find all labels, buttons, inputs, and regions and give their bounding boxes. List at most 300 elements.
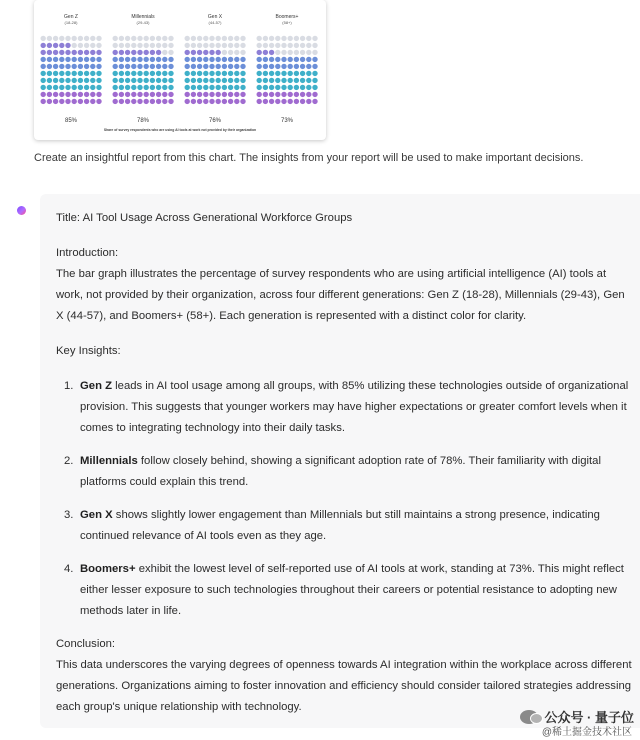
dot [240,92,245,97]
dot [263,71,268,76]
dot [294,57,299,62]
dot [281,99,286,104]
dot [119,50,124,55]
dot [156,36,161,41]
dot [144,92,149,97]
insight-group: Gen Z [80,380,113,392]
dot [203,57,208,62]
dot [150,92,155,97]
dot [131,64,136,69]
dot [72,99,77,104]
dot [185,64,190,69]
dot [203,71,208,76]
dot [312,78,317,83]
dot [257,78,262,83]
dot [209,50,214,55]
dot [53,36,58,41]
dot [191,50,196,55]
dot [281,71,286,76]
dot [257,71,262,76]
dot [263,36,268,41]
dot [59,85,64,90]
dot [216,99,221,104]
dot [41,99,46,104]
dot [84,92,89,97]
dot [288,50,293,55]
dot [263,99,268,104]
dot [168,36,173,41]
dot [47,43,52,48]
dot [144,71,149,76]
dot [72,85,77,90]
group-percentage: 85% [64,118,77,124]
dot [300,99,305,104]
dot [275,85,280,90]
dot [119,85,124,90]
dot [65,36,70,41]
dot [150,85,155,90]
insight-item [56,376,634,439]
dot [288,71,293,76]
dot [162,71,167,76]
dot [131,85,136,90]
dot [65,99,70,104]
dot [113,57,118,62]
dot [263,64,268,69]
dot [222,71,227,76]
dot [53,99,58,104]
dot [125,99,130,104]
dot [168,85,173,90]
chart-group-1 [112,14,174,124]
dot [203,64,208,69]
dot [150,57,155,62]
dot [72,50,77,55]
dot [137,57,142,62]
dot [96,36,101,41]
dot [300,57,305,62]
dot [84,43,89,48]
dot [137,99,142,104]
dot [156,78,161,83]
dot [156,99,161,104]
dot [197,43,202,48]
dot [125,78,130,83]
dot [216,78,221,83]
dot [306,64,311,69]
dot [150,43,155,48]
dot [240,64,245,69]
insight-number: 1. [64,380,74,392]
dot [191,64,196,69]
dot [59,92,64,97]
dot [90,99,95,104]
dot [312,99,317,104]
dot [131,50,136,55]
dot [144,99,149,104]
dot [306,36,311,41]
dot [228,43,233,48]
dot [216,57,221,62]
dot [300,36,305,41]
insight-number: 3. [64,509,74,521]
dot [84,36,89,41]
dot [197,64,202,69]
dot [125,85,130,90]
dot [257,50,262,55]
dot [119,36,124,41]
assistant-response [40,194,640,728]
dot [203,50,208,55]
dot [234,92,239,97]
dot [275,78,280,83]
dot [168,71,173,76]
dot [162,43,167,48]
insight-number: 4. [64,563,74,575]
dot [257,92,262,97]
dot [47,50,52,55]
dot [209,92,214,97]
dot [269,36,274,41]
dot [209,85,214,90]
dot [209,57,214,62]
dot [144,36,149,41]
dot [306,50,311,55]
dot [269,99,274,104]
dot [78,78,83,83]
dot [203,78,208,83]
dot [47,99,52,104]
dot [113,43,118,48]
dot [294,92,299,97]
dot [222,85,227,90]
group-range: (58+) [282,20,292,25]
dot [72,78,77,83]
dot [197,78,202,83]
dot [234,71,239,76]
dot [240,78,245,83]
dot [275,64,280,69]
group-range: (18-28) [64,20,78,25]
group-percentage: 78% [136,118,149,124]
dot [306,57,311,62]
dot [65,50,70,55]
dot [228,92,233,97]
dot [53,57,58,62]
dot [281,64,286,69]
dot [96,99,101,104]
chart-image [34,0,326,140]
dot [312,85,317,90]
dot [65,43,70,48]
dot [300,50,305,55]
dot [228,64,233,69]
dot [131,43,136,48]
dot [72,43,77,48]
dot [269,43,274,48]
dot [281,50,286,55]
dot [185,43,190,48]
dot [300,85,305,90]
dot [275,50,280,55]
dot [113,92,118,97]
dot [65,71,70,76]
dot [137,71,142,76]
dot [137,36,142,41]
group-name: Gen Z [64,14,78,20]
dot [312,71,317,76]
dot [162,85,167,90]
dot [234,99,239,104]
conclusion-heading: Conclusion: [56,638,116,650]
insight-group: Millennials [80,455,138,467]
dot [275,71,280,76]
dot [294,64,299,69]
dot [53,71,58,76]
dot [216,64,221,69]
dot [41,50,46,55]
dot [300,78,305,83]
group-percentage: 76% [208,118,221,124]
dot [96,57,101,62]
dot [59,36,64,41]
dot [96,64,101,69]
dot [137,78,142,83]
dot [197,36,202,41]
dot [191,43,196,48]
dot [240,43,245,48]
dot [137,92,142,97]
dot [234,57,239,62]
dot [275,43,280,48]
dot [168,99,173,104]
dot [228,36,233,41]
dot [84,50,89,55]
dot [78,92,83,97]
group-name: Boomers+ [275,14,299,20]
dot [47,36,52,41]
insight-text: exhibit the lowest level of self-reported use of AI tools at work, standing at 73%. This might reflect either lesser exposure to such technologies throughout their careers or potential resistance to adopting new methods later in life. [80,563,624,617]
dot [209,78,214,83]
dot [150,99,155,104]
dot-grid [112,35,174,107]
dot [275,36,280,41]
dot [96,92,101,97]
dot [288,36,293,41]
dot [234,85,239,90]
dot [144,57,149,62]
dot [162,36,167,41]
dot [234,43,239,48]
dot [131,36,136,41]
insight-text: shows slightly lower engagement than Millennials but still maintains a strong presence, indicating continued relevance of AI tools even as they age. [80,509,600,542]
dot [162,50,167,55]
dot [257,43,262,48]
insight-number: 2. [64,455,74,467]
dot [197,50,202,55]
dot [191,78,196,83]
dot [294,71,299,76]
dot [53,92,58,97]
dot [90,85,95,90]
dot [47,57,52,62]
dot [306,43,311,48]
dot [96,71,101,76]
dot [281,78,286,83]
dot [257,64,262,69]
dot [65,85,70,90]
dot [312,64,317,69]
dot [185,50,190,55]
dot [185,71,190,76]
dot [234,36,239,41]
dot [312,36,317,41]
dot [222,36,227,41]
chart-group-0 [40,14,102,124]
dot [162,78,167,83]
dot [125,71,130,76]
dot [209,99,214,104]
dot [209,36,214,41]
dot [47,85,52,90]
dot [41,92,46,97]
dot [263,78,268,83]
dot [203,92,208,97]
dot [53,85,58,90]
dot [119,71,124,76]
dot [228,71,233,76]
dot [119,43,124,48]
dot [59,71,64,76]
dot [53,50,58,55]
wechat-icon [520,710,538,724]
dot-grid [40,35,102,107]
dot [234,64,239,69]
dot [150,71,155,76]
dot [41,85,46,90]
dot [168,57,173,62]
dot [269,50,274,55]
dot [156,92,161,97]
dot [294,78,299,83]
dot [125,36,130,41]
dot [294,85,299,90]
dot [300,71,305,76]
dot [257,99,262,104]
insight-item [56,505,634,547]
dot [300,64,305,69]
dot [53,43,58,48]
insight-group: Boomers+ [80,563,136,575]
dot [263,43,268,48]
dot [185,85,190,90]
dot [216,71,221,76]
dot [125,50,130,55]
dot [191,99,196,104]
dot [156,64,161,69]
dot [78,50,83,55]
intro-heading: Introduction: [56,247,119,259]
dot [47,64,52,69]
dot [113,99,118,104]
dot [168,43,173,48]
dot [269,57,274,62]
dot [162,92,167,97]
dot [113,71,118,76]
dot [72,92,77,97]
dot [59,50,64,55]
dot [96,43,101,48]
dot [222,57,227,62]
dot [41,64,46,69]
dot [78,85,83,90]
dot [47,92,52,97]
dot [269,78,274,83]
dot [41,36,46,41]
dot [263,57,268,62]
dot [65,64,70,69]
dot [84,99,89,104]
chart-group-2 [184,14,246,124]
dot [137,43,142,48]
dot [90,78,95,83]
dot [150,36,155,41]
dot [156,50,161,55]
dot [228,85,233,90]
dot [125,64,130,69]
dot [150,64,155,69]
dot [209,64,214,69]
dot [269,64,274,69]
dot-grid [256,35,318,107]
dot [306,99,311,104]
group-range: (29-43) [136,20,150,25]
dot [209,71,214,76]
dot [72,64,77,69]
dot [84,85,89,90]
dot [281,92,286,97]
dot [240,85,245,90]
dot [281,57,286,62]
dot [150,50,155,55]
dot [119,57,124,62]
group-range: (44-57) [208,20,222,25]
dot [162,57,167,62]
dot [131,99,136,104]
insight-text: leads in AI tool usage among all groups, with 85% utilizing these technologies outside of organizational provision. This suggests that younger workers may have higher expectations or greater comfort levels when it comes to integrating technology into their daily tasks. [80,380,629,434]
insight-item [56,559,634,622]
dot [84,64,89,69]
dot [59,43,64,48]
dot [185,92,190,97]
dot [144,78,149,83]
dot [168,92,173,97]
dot [222,43,227,48]
dot [312,92,317,97]
dot [119,78,124,83]
dot [203,85,208,90]
dot [234,50,239,55]
dot [185,36,190,41]
dot [257,85,262,90]
dot [96,50,101,55]
dot [131,57,136,62]
dot [84,57,89,62]
dot [90,43,95,48]
dot [197,92,202,97]
dot [228,50,233,55]
dot [191,36,196,41]
